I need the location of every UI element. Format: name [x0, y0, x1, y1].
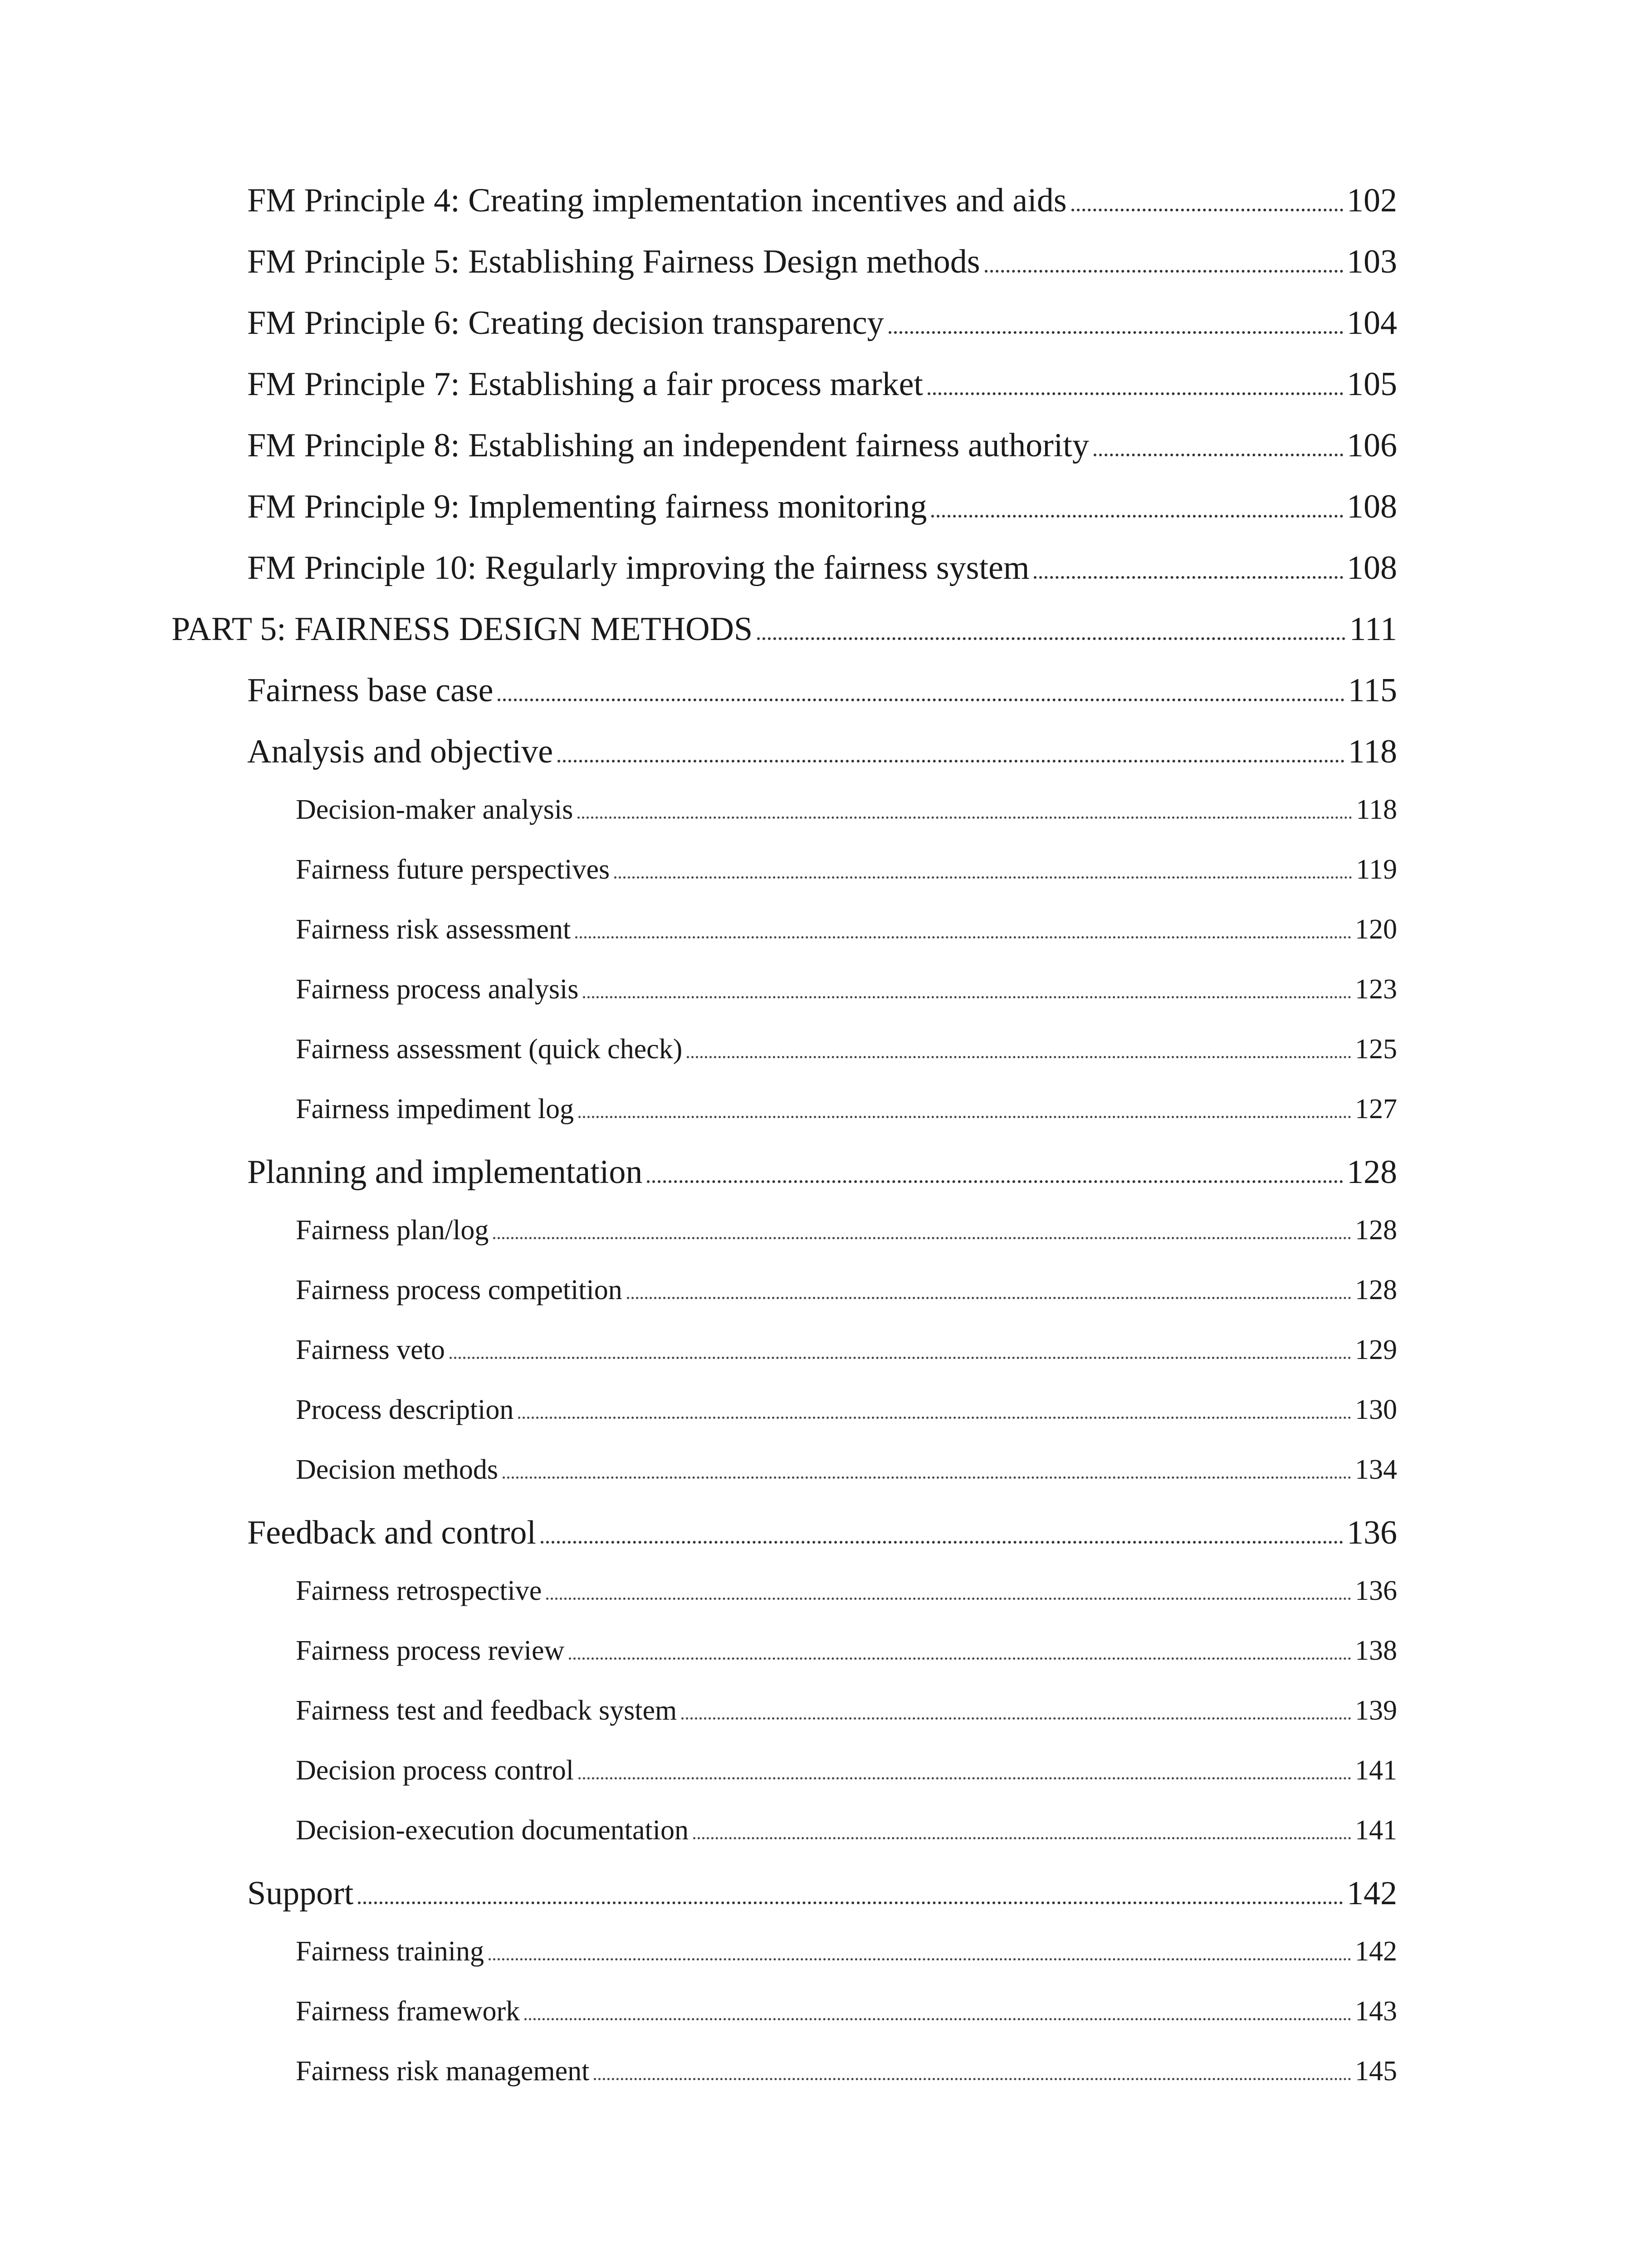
toc-entry-label: Planning and implementation	[247, 1153, 647, 1192]
toc-entry[interactable]	[0, 1153, 1633, 1214]
toc-entry-page: 134	[1355, 1454, 1397, 1485]
toc-entry-line	[296, 1454, 1397, 1486]
toc-entry-line	[296, 973, 1397, 1006]
toc-entry-label: Fairness process competition	[296, 1274, 627, 1306]
toc-entry[interactable]	[0, 914, 1633, 973]
toc-entry-page: 106	[1347, 427, 1397, 464]
toc-entry-label: Fairness risk assessment	[296, 914, 575, 946]
toc-entry-page: 139	[1355, 1695, 1397, 1726]
toc-entry-line	[296, 1334, 1397, 1366]
toc-entry-label: Fairness base case	[247, 671, 498, 710]
toc-entry-page: 143	[1355, 1996, 1397, 2027]
dot-leader	[889, 331, 1343, 334]
dot-leader	[557, 760, 1345, 763]
toc-entry-line	[296, 1695, 1397, 1727]
dot-leader	[578, 1777, 1351, 1779]
dot-leader	[493, 1237, 1351, 1239]
toc-entry[interactable]	[0, 181, 1633, 243]
toc-entry-label: FM Principle 10: Regularly improving the fairness system	[247, 549, 1034, 587]
toc-entry-page: 138	[1355, 1635, 1397, 1666]
toc-entry[interactable]	[0, 671, 1633, 733]
toc-entry-line	[247, 549, 1397, 587]
dot-leader	[627, 1297, 1351, 1299]
toc-entry-label: Process description	[296, 1394, 518, 1426]
toc-entry[interactable]	[0, 1755, 1633, 1814]
toc-entry-label: Decision-execution documentation	[296, 1814, 693, 1847]
toc-entry-label: Fairness process analysis	[296, 973, 583, 1006]
dot-leader	[489, 1958, 1351, 1960]
toc-entry[interactable]	[0, 243, 1633, 304]
dot-leader	[693, 1837, 1351, 1839]
toc-entry[interactable]	[0, 973, 1633, 1033]
toc-entry-line	[247, 733, 1397, 771]
toc-entry[interactable]	[0, 1033, 1633, 1093]
toc-entry-label: FM Principle 7: Establishing a fair process market	[247, 365, 928, 404]
toc-entry-label: FM Principle 8: Establishing an independent fairness authority	[247, 426, 1094, 465]
toc-entry[interactable]	[0, 1454, 1633, 1514]
toc-entry[interactable]	[0, 1575, 1633, 1635]
toc-entry-label: Fairness future perspectives	[296, 854, 614, 886]
toc-entry-page: 108	[1347, 549, 1397, 587]
dot-leader	[498, 699, 1344, 701]
toc-entry-line	[247, 1153, 1397, 1192]
toc-entry-label: Decision methods	[296, 1454, 503, 1486]
dot-leader	[577, 816, 1352, 819]
toc-entry-page: 128	[1355, 1215, 1397, 1246]
toc-entry[interactable]	[0, 733, 1633, 794]
toc-entry-label: FM Principle 6: Creating decision transparency	[247, 304, 889, 342]
toc-entry[interactable]	[0, 1874, 1633, 1936]
toc-entry-page: 141	[1355, 1815, 1397, 1846]
toc-entry[interactable]	[0, 1274, 1633, 1334]
dot-leader	[687, 1056, 1351, 1058]
toc-entry-page: 142	[1355, 1936, 1397, 1967]
toc-entry-label: PART 5: FAIRNESS DESIGN METHODS	[171, 610, 757, 649]
toc-entry-page: 108	[1347, 488, 1397, 525]
toc-entry-line	[296, 854, 1397, 886]
table-of-contents	[0, 181, 1633, 2115]
dot-leader	[546, 1598, 1351, 1600]
dot-leader	[681, 1717, 1351, 1720]
dot-leader	[647, 1180, 1343, 1183]
toc-entry-label: FM Principle 5: Establishing Fairness Design methods	[247, 243, 985, 281]
dot-leader	[358, 1901, 1343, 1904]
toc-entry-label: Fairness plan/log	[296, 1214, 493, 1246]
toc-entry-line	[296, 1755, 1397, 1787]
toc-entry[interactable]	[0, 365, 1633, 426]
toc-entry-label: Support	[247, 1874, 358, 1913]
toc-entry[interactable]	[0, 304, 1633, 365]
toc-entry-page: 145	[1355, 2056, 1397, 2087]
toc-entry-label: Fairness assessment (quick check)	[296, 1033, 687, 1066]
toc-entry[interactable]	[0, 1635, 1633, 1695]
toc-entry-label: Fairness framework	[296, 1995, 524, 2028]
toc-entry-line	[296, 1394, 1397, 1426]
toc-entry-page: 136	[1355, 1575, 1397, 1606]
toc-entry-page: 141	[1355, 1755, 1397, 1786]
dot-leader	[757, 637, 1345, 640]
toc-entry-label: Fairness training	[296, 1936, 489, 1968]
toc-entry-page: 119	[1356, 854, 1397, 885]
toc-entry-line	[247, 243, 1397, 281]
dot-leader	[985, 270, 1343, 273]
toc-entry-line	[296, 1814, 1397, 1847]
toc-entry-line	[247, 181, 1397, 220]
toc-entry-label: Decision-maker analysis	[296, 794, 577, 826]
dot-leader	[541, 1541, 1343, 1544]
dot-leader	[575, 936, 1351, 938]
toc-entry-label: Analysis and objective	[247, 733, 557, 771]
dot-leader	[578, 1116, 1351, 1118]
toc-entry-label: Fairness test and feedback system	[296, 1695, 681, 1727]
toc-entry-page: 105	[1347, 366, 1397, 403]
toc-entry[interactable]	[0, 1695, 1633, 1755]
toc-entry-line	[296, 1575, 1397, 1607]
toc-entry[interactable]	[0, 2055, 1633, 2115]
toc-entry-page: 127	[1355, 1094, 1397, 1124]
toc-entry-line	[247, 488, 1397, 526]
toc-entry-page: 128	[1347, 1154, 1397, 1191]
toc-entry[interactable]	[0, 1936, 1633, 1995]
toc-entry[interactable]	[0, 488, 1633, 549]
toc-entry-page: 103	[1347, 243, 1397, 280]
toc-entry-page: 136	[1347, 1514, 1397, 1551]
toc-entry-label: Fairness retrospective	[296, 1575, 546, 1607]
dot-leader	[569, 1657, 1351, 1660]
dot-leader	[614, 876, 1352, 879]
toc-entry-page: 125	[1355, 1034, 1397, 1065]
toc-entry[interactable]	[0, 1514, 1633, 1575]
toc-entry-label: Feedback and control	[247, 1514, 541, 1552]
toc-entry[interactable]	[0, 1394, 1633, 1454]
dot-leader	[928, 392, 1343, 395]
dot-leader	[1034, 576, 1343, 579]
toc-entry[interactable]	[0, 610, 1633, 671]
toc-entry[interactable]	[0, 549, 1633, 610]
toc-entry-line	[296, 2055, 1397, 2087]
toc-entry[interactable]	[0, 1814, 1633, 1874]
toc-entry-line	[296, 1093, 1397, 1125]
toc-entry-page: 128	[1355, 1275, 1397, 1305]
dot-leader	[524, 2018, 1351, 2020]
dot-leader	[450, 1357, 1351, 1359]
toc-entry-page: 111	[1349, 611, 1397, 648]
toc-entry-line	[247, 304, 1397, 342]
toc-entry-label: Fairness veto	[296, 1334, 450, 1366]
toc-entry-page: 129	[1355, 1334, 1397, 1365]
toc-entry-line	[296, 1635, 1397, 1667]
toc-entry[interactable]	[0, 426, 1633, 488]
toc-entry-label: Fairness impediment log	[296, 1093, 578, 1125]
dot-leader	[583, 996, 1351, 998]
toc-entry-line	[296, 1936, 1397, 1968]
toc-entry-line	[247, 426, 1397, 465]
toc-entry-label: Fairness process review	[296, 1635, 569, 1667]
toc-entry-line	[296, 1274, 1397, 1306]
toc-entry-line	[247, 365, 1397, 404]
toc-entry-page: 118	[1356, 794, 1397, 825]
toc-entry-page: 104	[1347, 304, 1397, 342]
toc-entry[interactable]	[0, 854, 1633, 914]
toc-entry-label: FM Principle 9: Implementing fairness monitoring	[247, 488, 931, 526]
toc-entry[interactable]	[0, 1093, 1633, 1153]
toc-entry-page: 123	[1355, 974, 1397, 1005]
toc-entry[interactable]	[0, 1995, 1633, 2055]
dot-leader	[931, 515, 1343, 518]
toc-entry-line	[247, 1874, 1397, 1913]
dot-leader	[1094, 454, 1343, 456]
toc-entry-line	[171, 610, 1397, 649]
toc-entry-line	[296, 1033, 1397, 1066]
toc-entry-page: 120	[1355, 914, 1397, 945]
dot-leader	[594, 2078, 1351, 2080]
toc-entry-page: 102	[1347, 182, 1397, 219]
toc-entry-label: FM Principle 4: Creating implementation incentives and aids	[247, 181, 1071, 220]
toc-entry-page: 142	[1347, 1875, 1397, 1912]
toc-entry[interactable]	[0, 794, 1633, 854]
toc-entry[interactable]	[0, 1334, 1633, 1394]
toc-entry-page: 130	[1355, 1394, 1397, 1425]
toc-entry-line	[296, 794, 1397, 826]
dot-leader	[518, 1417, 1351, 1419]
toc-entry-label: Decision process control	[296, 1755, 578, 1787]
toc-entry-line	[296, 1214, 1397, 1246]
toc-entry-label: Fairness risk management	[296, 2055, 594, 2087]
dot-leader	[1071, 209, 1344, 211]
toc-entry[interactable]	[0, 1214, 1633, 1274]
toc-entry-page: 115	[1348, 672, 1397, 709]
toc-entry-page: 118	[1348, 733, 1397, 770]
dot-leader	[503, 1476, 1351, 1479]
toc-entry-line	[296, 1995, 1397, 2028]
toc-entry-line	[247, 671, 1397, 710]
toc-entry-line	[296, 914, 1397, 946]
toc-entry-line	[247, 1514, 1397, 1552]
